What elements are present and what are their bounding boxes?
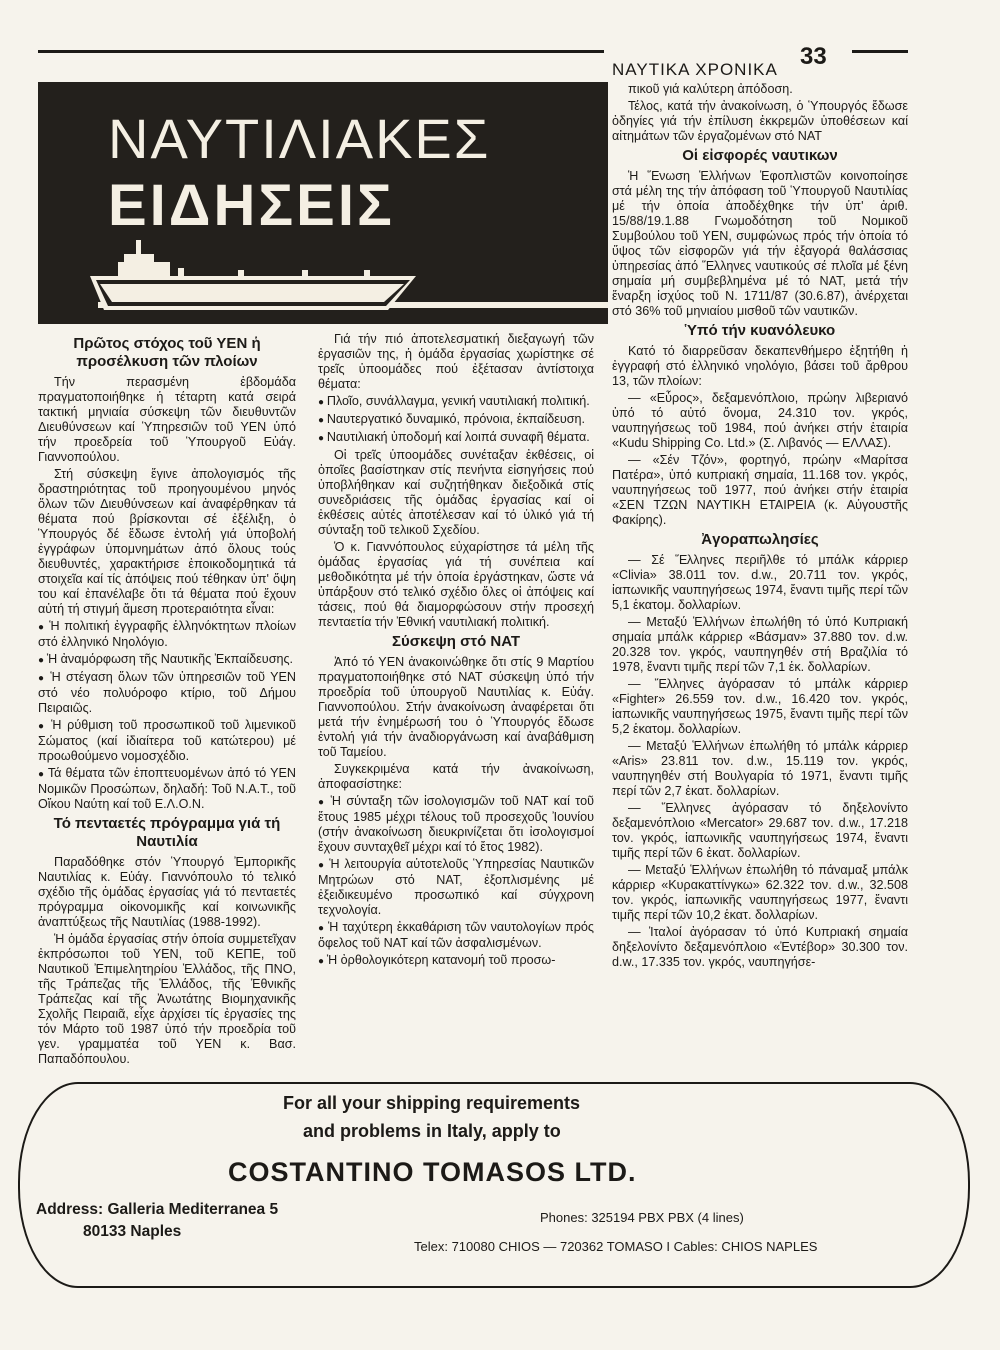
paragraph: — Ἕλληνες ἀγόρασαν τό μπάλκ κάρριερ «Fighter» 26.559 τον. d.w., 16.420 τον. γκρός, ἰαπωνικῆς ναυπηγήσεως 1975, ἔναντι τιμῆς περί τῶν 5,2 ἑκατομ. δολλαρίων. — [612, 677, 908, 736]
paragraph: Γιά τήν πιό ἀποτελεσματική διεξαγωγή τῶν ἐργασιῶν της, ἡ ὁμάδα ἐργασίας χωρίστηκε σέ τρεῖς ὑποομάδες πού ἐξέτασαν ἀντίστοιχα θέματα: — [318, 332, 594, 391]
header-rule-right — [852, 50, 908, 53]
header-title: ΝΑΥΤΙΚΑ ΧΡΟΝΙΚΑ — [612, 60, 778, 79]
paragraph: Τήν περασμένη ἑβδομάδα πραγματοποιήθηκε ἡ τέταρτη κατά σειρά τακτική μηνιαία σύσκεψη τῶν διευθυντῶν Διευθύνσεων καί Ὑπηρεσιῶν τοῦ ΥΕΝ ὑπό τήν προεδρεία τοῦ Ὑπουργοῦ Εὐάγ. Γιαννοπούλου. — [38, 375, 296, 464]
bullet-item: ● Ἡ ταχύτερη ἐκκαθάριση τῶν ναυτολογίων πρός ὄφελος τοῦ ΝΑΤ καί τῶν ἀσφαλισμένων. — [318, 920, 594, 951]
bullet-item: ● Ἡ ρύθμιση τοῦ προσωπικοῦ τοῦ λιμενικοῦ Σώματος (καί ἰδιαίτερα τοῦ κατώτερου) μέ προωθούμενο νομοσχέδιο. — [38, 718, 296, 764]
paragraph: — «Σέν Τζόν», φορτηγό, πρώην «Μαρίτσα Πατέρα», ὑπό κυπριακή σημαία, 11.168 τον. γκρός, ναυπηγήσεως τοῦ 1977, πού ἀνήκει στήν ἑταιρία «ΣΕΝ ΤΖΩΝ ΝΑΥΤΙΚΗ ΕΤΑΙΡΕΙΑ (κ. Αὐγουστῆς Φακίρης). — [612, 453, 908, 527]
paragraph: — Μεταξύ Ἑλλήνων ἐπωλήθη τό πάναμαξ μπάλκ κάρριερ «Κυρακαττίνγκω» 62.322 τον. d.w., 32.508 τον. γκρός, ἰαπωνικῆς ναυπηγήσεως 1977, ἔναντι τιμῆς περί τῶν 10,2 ἑκατ. δολλαρίων. — [612, 863, 908, 922]
paragraph: Κατό τό διαρρεῦσαν δεκαπενθήμερο ἐξητήθη ἡ ἐγγραφή στό ἑλληνικό νηολόγιο, βάσει τοῦ ἄρθρου 13, τῶν πλοίων: — [612, 344, 908, 388]
bullet-item: ● Ἡ πολιτική ἐγγραφῆς ἑλληνόκτητων πλοίων στό ἑλληνικό Νηολόγιο. — [38, 619, 296, 650]
bullet-item: ● Ἡ ἀναμόρφωση τῆς Ναυτικῆς Ἐκπαίδευσης. — [38, 652, 296, 668]
paragraph: — «Εὖρος», δεξαμενόπλοιο, πρώην λιβεριανό ὑπό τό αὐτό ὄνομα, 24.310 τον. γκρός, ναυπηγήσεως τοῦ 1984, πού ἀνήκει στήν ἑταιρία «Kudu Shipping Co. Ltd.» (Σ. Λιβανός — ΕΛΛΑΣ). — [612, 391, 908, 450]
article-heading: Πρῶτος στόχος τοῦ ΥΕΝ ἡ προσέλκυση τῶν πλοίων — [73, 335, 261, 370]
paragraph: — Σέ Ἕλληνες περιῆλθε τό μπάλκ κάρριερ «Clivia» 38.011 τον. d.w., 20.711 τον. γκρός, ἰαπωνικῆς ναυπηγήσεως 1974, ἔναντι τιμῆς περί τῶν 5,1 ἑκατομ. δολλαρίων. — [612, 553, 908, 612]
ship-icon — [38, 232, 608, 324]
page-number: 33 — [800, 43, 827, 70]
column-1 — [38, 332, 296, 1069]
article-heading: Οἱ εἰσφορές ναυτικων — [682, 147, 838, 164]
banner-title-line2: ΕΙΔΗΣΕΙΣ — [108, 173, 395, 238]
bullet-item: ● Ναυτεργατικό δυναμικό, πρόνοια, ἐκπαίδευση. — [318, 412, 594, 428]
paragraph: Ἀπό τό ΥΕΝ ἀνακοινώθηκε ὅτι στίς 9 Μαρτίου πραγματοποιήθηκε στό ΝΑΤ σύσκεψη ὑπό τήν προεδρία τοῦ ὑπουργοῦ Ναυτιλίας κ. Εὐάγ. Γιαννοπούλου. Στήν ἀνακοίνωση ἀναφέρεται ὅτι μετά τήν ἐνημέρωσή του ὁ Ὑπουργός ἔδωσε ἐντολή γιά τήν ἀναδιοργάνωση καί ἀναβάθμιση τοῦ Ταμείου. — [318, 655, 594, 759]
bullet-item: ● Πλοῖο, συνάλλαγμα, γενική ναυτιλιακή πολιτική. — [318, 394, 594, 410]
ad-company-name: COSTANTINO TOMASOS LTD. — [228, 1157, 637, 1187]
article-heading: Τό πενταετές πρόγραμμα γιά τή Ναυτιλία — [53, 815, 281, 850]
ad-tagline-2: and problems in Italy, apply to — [303, 1121, 561, 1141]
paragraph: Παραδόθηκε στόν Ὑπουργό Ἐμπορικῆς Ναυτιλίας κ. Εὐάγ. Γιαννόπουλο τό τελικό σχέδιο τῆς ὁμάδας ἐργασίας γιά τό πενταετές πρόγραμμα οἰκονομικῆς καί κοινωνικῆς ἀναπτύξεως τῆς Ναυτιλίας (1988-1992). — [38, 855, 296, 929]
bullet-item: ● Ἡ λειτουργία αὐτοτελοῦς Ὑπηρεσίας Ναυτικῶν Μητρώων στό ΝΑΤ, ἐξοπλισμένης μέ ἐξειδικευμένο προσωπικό καί σύγχρονη τεχνολογία. — [318, 857, 594, 918]
article-heading: Ὑπό τήν κυανόλευκο — [684, 322, 836, 339]
paragraph: Ἡ Ἕνωση Ἑλλήνων Ἐφοπλιστῶν κοινοποίησε στά μέλη της τήν ἀπόφαση τοῦ Ὑπουργοῦ Ναυτιλίας μέ τήν ὁποία ἀποδέχθηκε τήν ὑπ' ἀριθ. 15/88/19.1.88 Γνωμοδότηση τοῦ Νομικοῦ Συμβούλου τοῦ ΥΕΝ, συμφώνως πρός τήν ὁποία τό ὕψος τῶν εἰσφορῶν γιά τήν ἐξαγορά θαλάσσιας ὑπηρεσίας ἀπό Ἕλληνες ναυτικούς σέ πλοῖα μέ ξένη σημαία μή συμβεβλημένα μέ τό ΝΑΤ, μετά τήν ἔναρξη ἰσχύος τοῦ Ν. 1711/87 (30.6.87), ἀνέρχεται στό 36% τοῦ μηνιαίου μισθοῦ τῶν ναυτικῶν. — [612, 169, 908, 318]
ad-telex: Telex: 710080 CHIOS — 720362 TOMASO I Cables: CHIOS NAPLES — [414, 1239, 818, 1254]
paragraph: Τέλος, κατά τήν ἀνακοίνωση, ὁ Ὑπουργός ἔδωσε ὁδηγίες γιά τήν ἐπίλυση ἐκκρεμῶν ὑποθέσεων καί αἰτημάτων τῶν ἐργαζομένων στό ΝΑΤ — [612, 99, 908, 143]
bullet-item: ● Ἡ σύνταξη τῶν ἰσολογισμῶν τοῦ ΝΑΤ καί τοῦ ἔτους 1985 μέχρι τέλους τοῦ προσεχοῦς Ἰουνίου (στήν ἀνακοίνωση διευκρινίζεται ὅτι ἰσολογισμοί ἔχουν συνταχθεῖ μέχρι καί τό ἔτος 1982). — [318, 794, 594, 855]
bullet-item: ● Τά θέματα τῶν ἐποπτευομένων ἀπό τό ΥΕΝ Νομικῶν Προσώπων, δηλαδή: Τοῦ Ν.Α.Τ., τοῦ Οἴκου Ναύτη καί τοῦ Ε.Λ.Ο.Ν. — [38, 766, 296, 812]
paragraph: Συγκεκριμένα κατά τήν ἀνακοίνωση, ἀποφασίστηκε: — [318, 762, 594, 791]
column-2 — [318, 332, 594, 971]
header-rule-left — [38, 50, 604, 53]
bullet-item: ● Ἡ στέγαση ὅλων τῶν ὑπηρεσιῶν τοῦ ΥΕΝ στό νέο πολυόροφο κτίριο, τοῦ Δήμου Πειραιῶς. — [38, 670, 296, 716]
paragraph: Οἱ τρεῖς ὑποομάδες συνέταξαν ἐκθέσεις, οἱ ὁποῖες βασίστηκαν στίς πενήντα εἰσηγήσεις πού ὑποβλήθηκαν καί συζητήθηκαν διεξοδικά στίς συνεδριάσεις τῆς ὁμάδας ἐργασίας καί οἱ ἐκθέσεις αὐτές ἀποτέλεσαν καί τό ὑλικό γιά τή σύνταξη τοῦ τελικοῦ Σχεδίου. — [318, 448, 594, 537]
ad-address — [36, 1199, 278, 1243]
ad-phones: Phones: 325194 PBX PBX (4 lines) — [540, 1210, 744, 1225]
paragraph: Ὁ κ. Γιαννόπουλος εὐχαρίστησε τά μέλη τῆς ὁμάδας ἐργασίας γιά τή συνέπεια καί μεθοδικότητα μέ τήν ὁποία ἐργάστηκαν, ὥστε νά ὑπάρξουν στό τελικό σχέδιο ὅλες οἱ ἀπόψεις καί τάσεις, πού θά διαμορφώσουν στήν προσεχή πενταετία τήν Ἐθνική ναυτιλιακή πολιτική. — [318, 540, 594, 629]
ad-address-line2: 80133 Naples — [83, 1223, 182, 1240]
banner-title-line1: ΝΑΥΤΙΛΙΑΚΕΣ — [108, 107, 491, 170]
ad-tagline-1: For all your shipping requirements — [283, 1093, 581, 1113]
paragraph: — Μεταξύ Ἑλλήνων ἐπωλήθη τό μπάλκ κάρριερ «Aris» 23.811 τον. d.w., 15.119 τον. γκρός, ναυπηγηθέν στή Βουλγαρία τό 1971, ἔναντι τιμῆς περί τῶν 2,7 ἑκατ. δολλαρίων. — [612, 739, 908, 798]
paragraph: Στή σύσκεψη ἔγινε ἀπολογισμός τῆς δραστηριότητας τοῦ προηγουμένου μηνός ὅλων τῶν Διευθύνσεων καί ἀναφέρθηκαν τά θέματα πού βρίσκονται σέ ἐξέλιξη, ὁ Ὑπουργός δέ ἔδωσε ἐντολή γιά ὑποβολή ἐγγράφων ὑπομνημάτων ἀπό ὅλους τούς διευθυντές, χαρακτήρισε ἐποικοδομητικά τά στοιχεῖα καί τίς ἀπόψεις πού τέθηκαν ὑπ' ὄψη του καί ἐπανέλαβε ὅτι τά θέματα πού ἔχουν αὐτή τή στιγμή ἄμεση προτεραιότητα εἶναι: — [38, 467, 296, 616]
article-heading: Σύσκεψη στό ΝΑΤ — [392, 633, 520, 650]
column-3 — [612, 82, 908, 972]
paragraph: Ἡ ὁμάδα ἐργασίας στήν ὁποία συμμετεῖχαν ἐκπρόσωποι τοῦ ΥΕΝ, τοῦ ΚΕΠΕ, τοῦ Ναυτικοῦ Ἐπιμελητηρίου Ἑλλάδος, τῆς ΠΝΟ, τῆς Τράπεζας τῆς Ἑλλάδος, τῆς Ἐθνικῆς Τράπεζας καί τῆς Ἀνωτάτης Βιομηχανικῆς Σχολῆς Πειραιᾶ, εἶχε ἀρχίσει τίς ἐργασίες της τόν Μάρτο τοῦ 1987 ὑπό τήν προεδρία τοῦ γεν. γραμματέα τοῦ ΥΕΝ κ. Βασ. Παπαδόπουλου. — [38, 932, 296, 1066]
paragraph: — Ἰταλοί ἀγόρασαν τό ὑπό Κυπριακή σημαία δηξελονίντο δεξαμενόπλοιο «Ἐντέβορ» 30.300 τον. d.w., 17.335 τον. γκρός, ναυπηγήσε- — [612, 925, 908, 969]
paragraph: — Μεταξύ Ἑλλήνων ἐπωλήθη τό ὑπό Κυπριακή σημαία μπάλκ κάρριερ «Βάσμαν» 37.880 τον. d.w. 20.328 τον. γκρός, ναυπηγηθέν στή Βραζιλία τό 1978, ἔναντι τιμῆς περί τῶν 7,1 ἑκ. δολλαρίων. — [612, 615, 908, 674]
paragraph: — Ἕλληνες ἀγόρασαν τό δηξελονίντο δεξαμενόπλοιο «Mercator» 29.687 τον. d.w., 17.218 τον. γκρός, ἰαπωνικῆς ναυπηγήσεως 1974, ἔναντι τιμῆς περί τῶν 6 ἑκατ. δολλαρίων. — [612, 801, 908, 860]
paragraph: πικοῦ γιά καλύτερη ἀπόδοση. — [628, 82, 793, 96]
bullet-item: ● Ἡ ὀρθολογικότερη κατανομή τοῦ προσω- — [318, 953, 594, 969]
article-heading: Ἀγοραπωλησίες — [701, 531, 819, 548]
ad-address-line1: Address: Galleria Mediterranea 5 — [36, 1201, 279, 1218]
bullet-item: ● Ναυτιλιακή ὑποδομή καί λοιπά συναφῆ θέματα. — [318, 430, 594, 446]
section-banner — [38, 82, 608, 324]
